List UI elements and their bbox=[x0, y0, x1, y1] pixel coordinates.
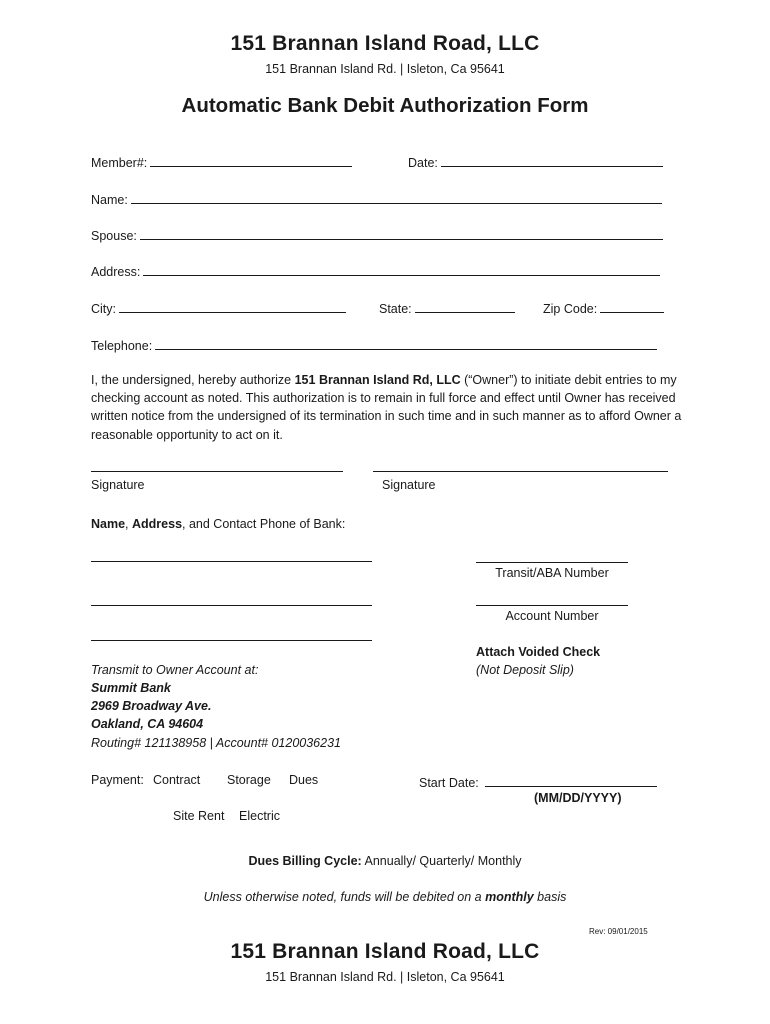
city-field[interactable] bbox=[91, 299, 346, 316]
start-date-field[interactable] bbox=[419, 773, 657, 790]
member-input-line[interactable] bbox=[150, 153, 352, 167]
start-date-format: (MM/DD/YYYY) bbox=[534, 791, 622, 805]
state-field[interactable] bbox=[379, 299, 515, 316]
company-address: 151 Brannan Island Rd. | Isleton, Ca 95641 bbox=[265, 62, 505, 76]
name-label: Name: bbox=[91, 193, 128, 207]
transmit-bank-street: 2969 Broadway Ave. bbox=[91, 699, 212, 713]
bank-info-heading bbox=[91, 517, 345, 531]
start-date-input-line[interactable] bbox=[485, 773, 657, 787]
telephone-label: Telephone: bbox=[91, 339, 153, 353]
start-date-label: Start Date: bbox=[419, 776, 479, 790]
debit-note-frequency: monthly bbox=[485, 890, 534, 904]
date-label: Date: bbox=[408, 156, 438, 170]
bank-line-1[interactable] bbox=[91, 561, 372, 562]
bank-contact-label: , and Contact Phone of Bank: bbox=[182, 517, 346, 531]
city-input-line[interactable] bbox=[119, 299, 346, 313]
zip-input-line[interactable] bbox=[600, 299, 664, 313]
state-label: State: bbox=[379, 302, 412, 316]
payment-label: Payment: bbox=[91, 773, 144, 787]
account-number-label: Account Number bbox=[505, 609, 599, 623]
attach-voided-check-note: (Not Deposit Slip) bbox=[476, 663, 574, 677]
debit-note-start: Unless otherwise noted, funds will be debited on a bbox=[203, 890, 486, 904]
bank-name-label: Name bbox=[91, 517, 126, 531]
address-field[interactable] bbox=[91, 262, 660, 279]
payment-option-dues[interactable]: Dues bbox=[289, 773, 319, 787]
spouse-label: Spouse: bbox=[91, 229, 137, 243]
payment-option-site-rent[interactable]: Site Rent bbox=[173, 809, 225, 823]
form-title: Automatic Bank Debit Authorization Form bbox=[181, 94, 589, 117]
signature-line-right[interactable] bbox=[373, 471, 668, 472]
account-number-line[interactable] bbox=[476, 605, 628, 606]
authorization-paragraph bbox=[91, 371, 686, 444]
zip-field[interactable] bbox=[543, 299, 664, 316]
transmit-bank-name: Summit Bank bbox=[91, 681, 171, 695]
member-label: Member#: bbox=[91, 156, 148, 170]
date-input-line[interactable] bbox=[441, 153, 663, 167]
transit-aba-line[interactable] bbox=[476, 562, 628, 563]
dues-billing-cycle bbox=[0, 854, 770, 868]
name-input-line[interactable] bbox=[131, 190, 662, 204]
bank-address-label: Address bbox=[132, 517, 183, 531]
payment-option-storage[interactable]: Storage bbox=[227, 773, 271, 787]
zip-label: Zip Code: bbox=[543, 302, 598, 316]
transmit-routing-account: Routing# 121138958 | Account# 0120036231 bbox=[91, 736, 341, 750]
spouse-field[interactable] bbox=[91, 226, 663, 243]
authorization-company: 151 Brannan Island Rd, LLC bbox=[294, 373, 461, 387]
city-label: City: bbox=[91, 302, 116, 316]
authorization-text-start: I, the undersigned, hereby authorize bbox=[91, 373, 295, 387]
transmit-heading: Transmit to Owner Account at: bbox=[91, 663, 259, 677]
telephone-field[interactable] bbox=[91, 336, 657, 353]
billing-cycle-label: Dues Billing Cycle: bbox=[248, 854, 362, 868]
state-input-line[interactable] bbox=[415, 299, 515, 313]
bank-line-2[interactable] bbox=[91, 605, 372, 606]
company-name: 151 Brannan Island Road, LLC bbox=[230, 32, 540, 55]
signature-label-right: Signature bbox=[382, 478, 436, 492]
name-field[interactable] bbox=[91, 190, 662, 207]
bank-line-3[interactable] bbox=[91, 640, 372, 641]
debit-note-end: basis bbox=[533, 890, 567, 904]
attach-voided-check-title: Attach Voided Check bbox=[476, 645, 601, 659]
date-field[interactable] bbox=[408, 153, 663, 170]
address-input-line[interactable] bbox=[143, 262, 660, 276]
footer-company-address: 151 Brannan Island Rd. | Isleton, Ca 95641 bbox=[265, 970, 505, 984]
transmit-bank-city: Oakland, CA 94604 bbox=[91, 717, 204, 731]
signature-label-left: Signature bbox=[91, 478, 145, 492]
debit-note bbox=[0, 890, 770, 904]
footer-company-name: 151 Brannan Island Road, LLC bbox=[230, 940, 540, 963]
billing-cycle-options[interactable]: Annually/ Quarterly/ Monthly bbox=[361, 854, 522, 868]
payment-option-electric[interactable]: Electric bbox=[239, 809, 280, 823]
address-label: Address: bbox=[91, 265, 141, 279]
telephone-input-line[interactable] bbox=[155, 336, 657, 350]
payment-option-contract[interactable]: Contract bbox=[153, 773, 201, 787]
authorization-text-end: (“Owner”) to initiate debit entries to my checking account as noted. This authorization is to remain in full force and effect until Owner has received written notice from the undersigned of its termination in such time and in such manner as to afford Owner a reasonable opportunity to act on it. bbox=[91, 373, 682, 442]
member-field[interactable] bbox=[91, 153, 352, 170]
spouse-input-line[interactable] bbox=[140, 226, 663, 240]
transit-aba-label: Transit/ABA Number bbox=[495, 566, 609, 580]
signature-line-left[interactable] bbox=[91, 471, 343, 472]
revision-date: Rev: 09/01/2015 bbox=[589, 927, 648, 936]
bank-comma: , bbox=[125, 517, 132, 531]
